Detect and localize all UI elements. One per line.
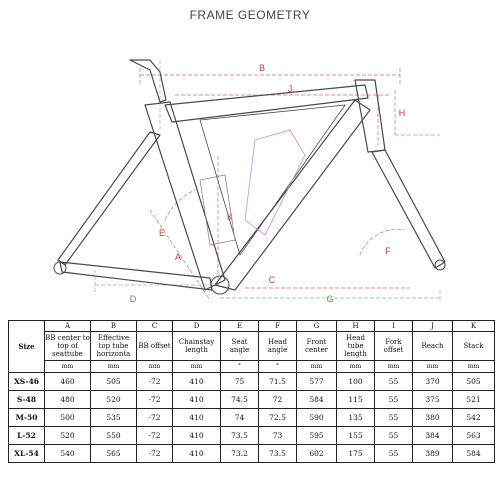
label-f: F xyxy=(385,246,391,256)
table-cell: 505 xyxy=(453,373,495,391)
size-cell: M-50 xyxy=(9,409,45,427)
table-cell: 520 xyxy=(91,391,137,409)
table-cell: 73 xyxy=(259,427,297,445)
label-d: D xyxy=(129,294,137,304)
column-letter: C xyxy=(137,321,173,332)
table-row xyxy=(9,409,495,427)
column-letter: H xyxy=(337,321,375,332)
column-letter: E xyxy=(221,321,259,332)
column-header: BB offset xyxy=(137,332,173,361)
table-cell: 480 xyxy=(45,391,91,409)
unit-cell: ° xyxy=(221,361,259,373)
table-cell: 375 xyxy=(413,391,453,409)
table-cell: 410 xyxy=(173,409,221,427)
table-cell: 73.2 xyxy=(221,445,259,463)
column-letter: B xyxy=(91,321,137,332)
table-cell: 584 xyxy=(297,391,337,409)
table-cell: 500 xyxy=(45,409,91,427)
page-title: FRAME GEOMETRY xyxy=(189,8,311,22)
unit-cell: mm xyxy=(91,361,137,373)
frame-geometry-diagram xyxy=(0,40,500,315)
unit-cell: mm xyxy=(375,361,413,373)
table-cell: 410 xyxy=(173,373,221,391)
table-cell: 384 xyxy=(413,427,453,445)
table-cell: 542 xyxy=(453,409,495,427)
table-cell: 135 xyxy=(337,409,375,427)
table-row xyxy=(9,391,495,409)
label-b: B xyxy=(258,63,266,73)
column-letter: G xyxy=(297,321,337,332)
table-cell: 72.5 xyxy=(259,409,297,427)
table-cell: 370 xyxy=(413,373,453,391)
unit-row xyxy=(9,361,495,373)
label-g: G xyxy=(326,294,334,304)
size-cell: XL-54 xyxy=(9,445,45,463)
size-cell: XS-46 xyxy=(9,373,45,391)
dimension-lines-red xyxy=(140,68,410,300)
table-cell: 55 xyxy=(375,409,413,427)
geometry-table xyxy=(8,320,495,463)
table-cell: 55 xyxy=(375,373,413,391)
column-header-row xyxy=(9,332,495,361)
table-cell: 410 xyxy=(173,445,221,463)
column-letter: J xyxy=(413,321,453,332)
column-letter: F xyxy=(259,321,297,332)
column-letter: A xyxy=(45,321,91,332)
unit-cell: mm xyxy=(337,361,375,373)
table-cell: 521 xyxy=(453,391,495,409)
unit-cell: mm xyxy=(137,361,173,373)
column-header: Head tube length xyxy=(337,332,375,361)
label-a: A xyxy=(174,252,182,262)
table-cell: 595 xyxy=(297,427,337,445)
table-cell: 410 xyxy=(173,427,221,445)
table-cell: 55 xyxy=(375,445,413,463)
table-cell: -72 xyxy=(137,427,173,445)
column-letter: K xyxy=(453,321,495,332)
label-c: C xyxy=(268,275,276,285)
unit-cell: mm xyxy=(413,361,453,373)
table-cell: 115 xyxy=(337,391,375,409)
table-cell: 100 xyxy=(337,373,375,391)
table-cell: -72 xyxy=(137,391,173,409)
table-cell: 520 xyxy=(45,427,91,445)
table-cell: 73.5 xyxy=(259,445,297,463)
size-header: Size xyxy=(9,321,45,373)
table-cell: 155 xyxy=(337,427,375,445)
table-cell: 380 xyxy=(413,409,453,427)
unit-cell: ° xyxy=(259,361,297,373)
table-cell: 505 xyxy=(91,373,137,391)
table-cell: 602 xyxy=(297,445,337,463)
table-cell: 410 xyxy=(173,391,221,409)
label-h: H xyxy=(398,108,406,118)
table-cell: 563 xyxy=(453,427,495,445)
column-header: Seat angle xyxy=(221,332,259,361)
unit-cell: mm xyxy=(297,361,337,373)
size-cell: S-48 xyxy=(9,391,45,409)
table-row xyxy=(9,427,495,445)
table-cell: 550 xyxy=(91,427,137,445)
column-header: Chainstay length xyxy=(173,332,221,361)
table-cell: 565 xyxy=(91,445,137,463)
hubs xyxy=(54,260,445,294)
table-cell: 175 xyxy=(337,445,375,463)
table-cell: -72 xyxy=(137,409,173,427)
table-cell: 535 xyxy=(91,409,137,427)
table-row xyxy=(9,445,495,463)
column-header: Front center xyxy=(297,332,337,361)
label-k: K xyxy=(226,212,234,222)
label-e: E xyxy=(158,228,166,238)
unit-cell: mm xyxy=(173,361,221,373)
unit-cell: mm xyxy=(453,361,495,373)
column-header: Head angle xyxy=(259,332,297,361)
table-cell: 74.5 xyxy=(221,391,259,409)
table-row xyxy=(9,373,495,391)
table-cell: 540 xyxy=(45,445,91,463)
table-cell: 71.5 xyxy=(259,373,297,391)
column-header: Reach xyxy=(413,332,453,361)
unit-cell: mm xyxy=(45,361,91,373)
column-header: Stack xyxy=(453,332,495,361)
table-cell: 460 xyxy=(45,373,91,391)
table-cell: 72 xyxy=(259,391,297,409)
table-cell: 55 xyxy=(375,427,413,445)
table-cell: 55 xyxy=(375,391,413,409)
column-letter-row xyxy=(9,321,495,332)
column-letter: I xyxy=(375,321,413,332)
table-cell: 389 xyxy=(413,445,453,463)
column-letter: D xyxy=(173,321,221,332)
size-cell: L-52 xyxy=(9,427,45,445)
table-cell: 584 xyxy=(453,445,495,463)
column-header: Fork offset xyxy=(375,332,413,361)
column-header: BB center to top of seattube xyxy=(45,332,91,361)
label-j: J xyxy=(287,84,293,94)
column-header: Effective top tube horizonta xyxy=(91,332,137,361)
table-cell: -72 xyxy=(137,373,173,391)
table-cell: 577 xyxy=(297,373,337,391)
table-cell: 75 xyxy=(221,373,259,391)
table-cell: 73.5 xyxy=(221,427,259,445)
table-cell: 74 xyxy=(221,409,259,427)
table-cell: 590 xyxy=(297,409,337,427)
table-cell: -72 xyxy=(137,445,173,463)
